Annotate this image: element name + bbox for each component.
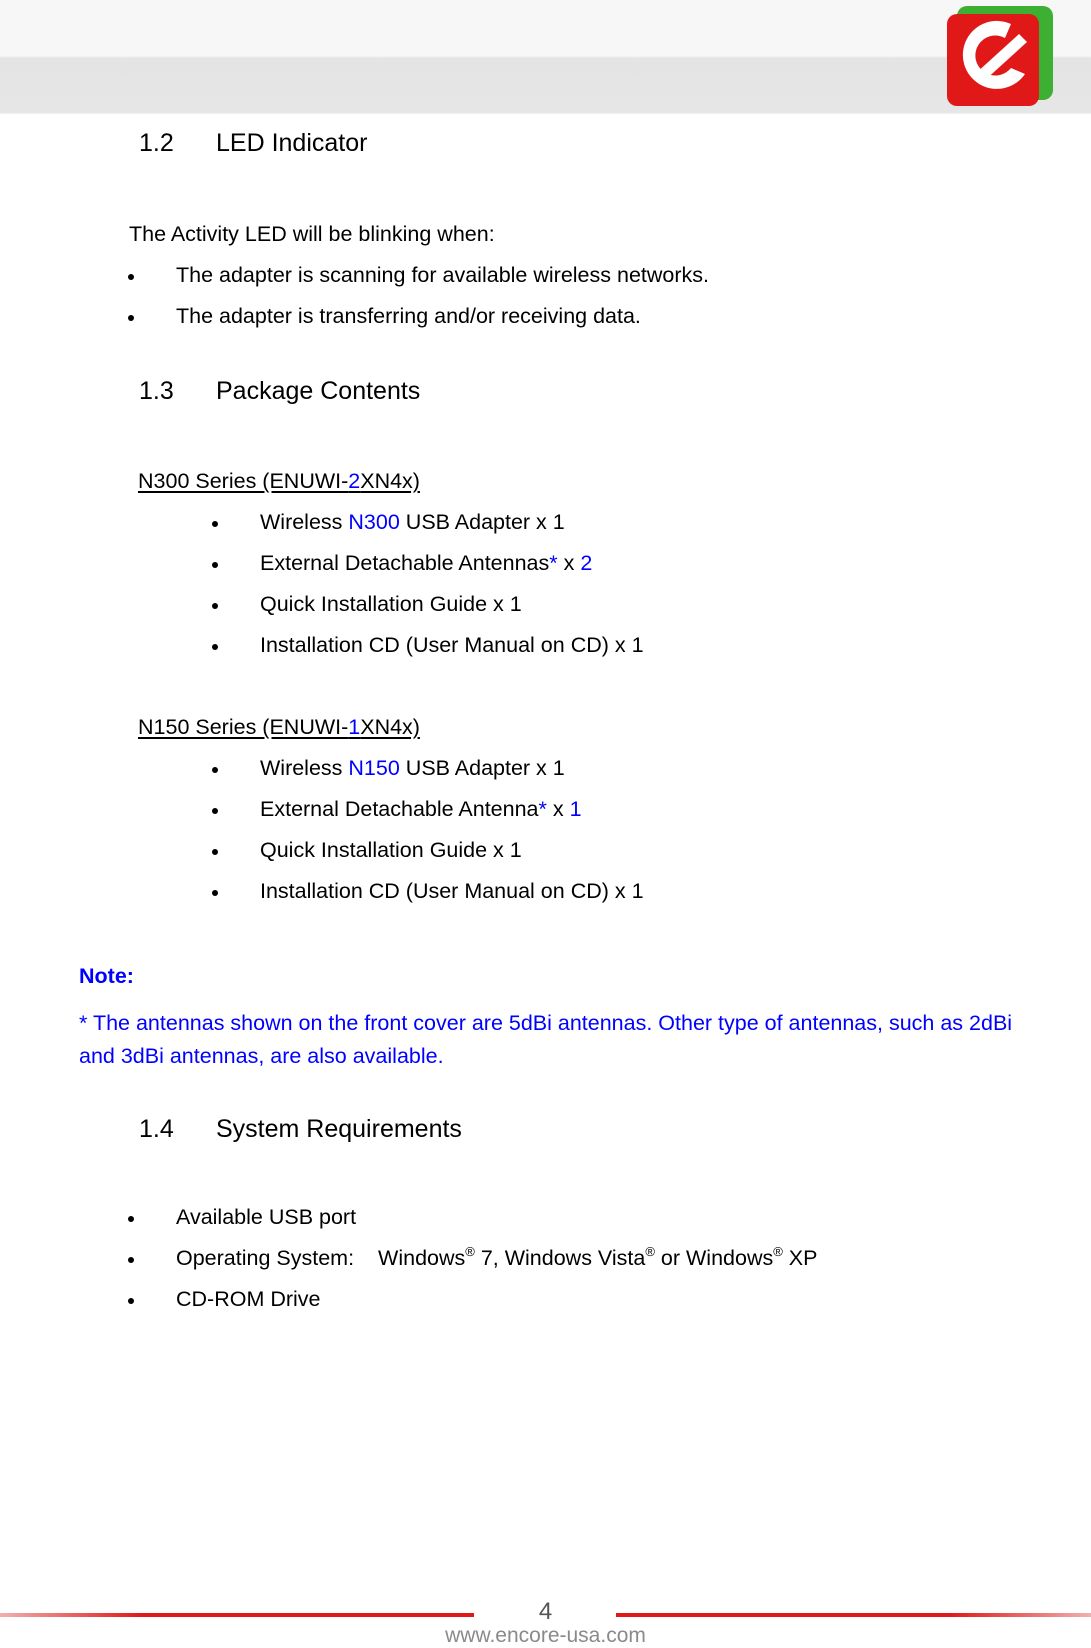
footer-url: www.encore-usa.com	[445, 1624, 646, 1647]
section-heading-system	[139, 1115, 462, 1144]
section-title: LED Indicator	[216, 129, 368, 157]
note-title: Note:	[79, 964, 134, 988]
bullet-icon	[128, 274, 134, 280]
note-text: * The antennas shown on the front cover are 5dBi antennas. Other type of antennas, such as 2dBi and 3dBi antennas, are also available.	[79, 1011, 1013, 1068]
bullet-icon	[212, 808, 218, 814]
section-title: System Requirements	[216, 1115, 462, 1143]
bullet-icon	[212, 644, 218, 650]
bullet-icon	[212, 562, 218, 568]
led-intro: The Activity LED will be blinking when:	[129, 222, 495, 246]
bullet-icon	[128, 1298, 134, 1304]
bullet-icon	[212, 849, 218, 855]
section-number: 1.2	[139, 129, 174, 157]
n150-series-heading: N150 Series (ENUWI-1XN4x)	[138, 715, 420, 739]
section-title: Package Contents	[216, 377, 421, 405]
bullet-icon	[212, 603, 218, 609]
n300-series-heading: N300 Series (ENUWI-2XN4x)	[138, 469, 420, 493]
bullet-icon	[128, 1216, 134, 1222]
section-heading-package	[139, 377, 420, 406]
bullet-icon	[212, 767, 218, 773]
page-header	[0, 0, 1091, 114]
bullet-icon	[128, 315, 134, 321]
section-number: 1.4	[139, 1115, 174, 1143]
section-number: 1.3	[139, 377, 174, 405]
encore-logo-icon	[945, 4, 1057, 108]
section-heading-led	[139, 129, 367, 158]
page-number: 4	[538, 1598, 553, 1625]
bullet-icon	[128, 1257, 134, 1263]
bullet-icon	[212, 521, 218, 527]
bullet-icon	[212, 890, 218, 896]
